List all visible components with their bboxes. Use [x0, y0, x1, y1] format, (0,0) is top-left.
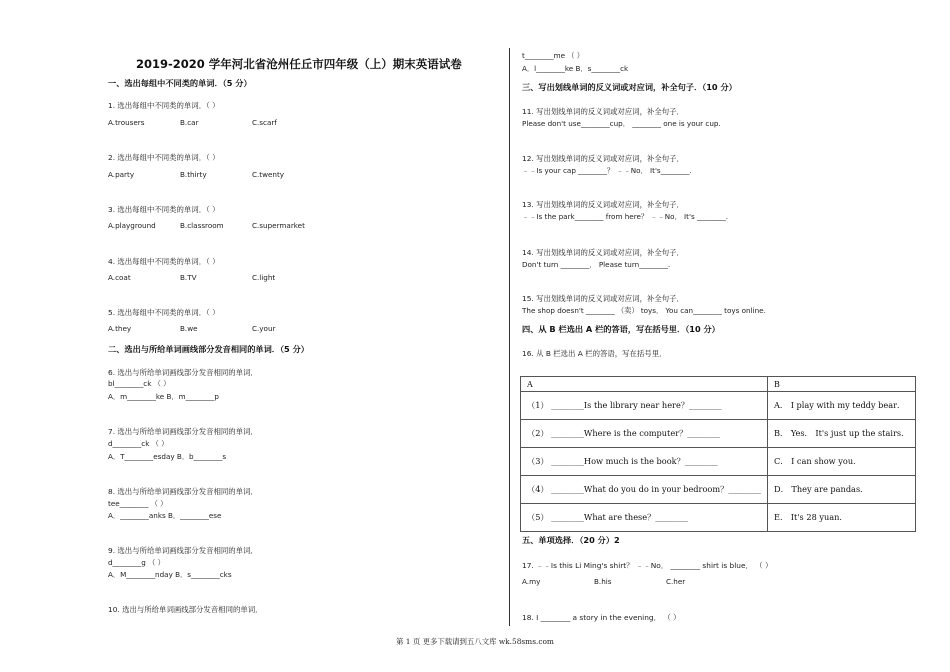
question-8-options: A．________anks B．________ese — [108, 511, 222, 520]
question-18-stem: 18. I ________ a story in the evening． （ ） — [522, 613, 681, 622]
question-4-option-b: B.TV — [180, 273, 197, 282]
table-row — [521, 476, 916, 504]
question-7-options: A．T________esday B．b________s — [108, 452, 227, 461]
column-b-header: B — [768, 377, 916, 392]
question-3-stem: 3. 选出每组中不同类的单词．（ ） — [108, 205, 220, 214]
page-footer: 第 1 页 更多下载请到五八文库 wk.58sms.com — [396, 637, 554, 646]
question-1-option-c: C.scarf — [252, 118, 277, 127]
question-9-word: d________g （ ） — [108, 558, 165, 567]
question-14-sentence: Don't turn ________． Please turn________. — [522, 260, 671, 269]
question-6-stem: 6. 选出与所给单词画线部分发音相同的单词． — [108, 368, 258, 377]
section-5-heading: 五、单项选择．（20 分）2 — [522, 535, 620, 545]
section-4-heading: 四、从 B 栏选出 A 栏的答语，写在括号里．（10 分） — [522, 324, 720, 334]
match-b-4: D． They are pandas． — [768, 476, 916, 504]
table-row — [521, 448, 916, 476]
question-6-options: A．m________ke B．m________p — [108, 392, 219, 401]
question-12-sentence: ﹣﹣Is your cap ________？ ﹣﹣No． It's________. — [522, 166, 692, 175]
match-b-5: E． It's 28 yuan． — [768, 504, 916, 532]
question-1-stem: 1. 选出每组中不同类的单词．（ ） — [108, 101, 220, 110]
match-a-2: （2） ________Where is the computer？________ — [521, 420, 768, 448]
question-17-option-a: A.my — [522, 577, 541, 586]
section-1-heading: 一、选出每组中不同类的单词．（5 分） — [108, 78, 252, 88]
question-16-stem: 16. 从 B 栏选出 A 栏的答语，写在括号里． — [522, 349, 667, 358]
question-4-option-a: A.coat — [108, 273, 131, 282]
question-15-stem: 15. 写出划线单词的反义词或对应词，补全句子． — [522, 294, 684, 303]
question-2-option-b: B.thirty — [180, 170, 207, 179]
question-2-stem: 2. 选出每组中不同类的单词．（ ） — [108, 153, 220, 162]
question-3-option-c: C.supermarket — [252, 221, 305, 230]
matching-table — [520, 376, 916, 532]
question-5-stem: 5. 选出每组中不同类的单词．（ ） — [108, 308, 220, 317]
question-1-option-b: B.car — [180, 118, 199, 127]
table-row — [521, 504, 916, 532]
question-11-stem: 11. 写出划线单词的反义词或对应词，补全句子． — [522, 107, 684, 116]
question-17-option-c: C.her — [666, 577, 686, 586]
section-2-heading: 二、选出与所给单词画线部分发音相同的单词．（5 分） — [108, 344, 309, 354]
question-14-stem: 14. 写出划线单词的反义词或对应词，补全句子． — [522, 248, 684, 257]
question-3-option-b: B.classroom — [180, 221, 224, 230]
match-b-1: A． I play with my teddy bear． — [768, 392, 916, 420]
match-b-3: C． I can show you． — [768, 448, 916, 476]
match-b-2: B． Yes． It's just up the stairs． — [768, 420, 916, 448]
match-a-5: （5） ________What are these？________ — [521, 504, 768, 532]
question-7-word: d________ck （ ） — [108, 439, 169, 448]
matching-table-header — [521, 377, 916, 392]
question-5-option-c: C.your — [252, 324, 276, 333]
question-4-option-c: C.light — [252, 273, 276, 282]
question-17-option-b: B.his — [594, 577, 612, 586]
question-2-option-a: A.party — [108, 170, 135, 179]
question-6-word: bl________ck （ ） — [108, 379, 171, 388]
question-10-options: A．l________ke B．s________ck — [522, 64, 629, 73]
column-divider — [509, 48, 510, 626]
question-3-option-a: A.playground — [108, 221, 156, 230]
question-17-stem: 17. ﹣﹣Is this Li Ming's shirt？ ﹣﹣No． ________ shirt is blue． （ ） — [522, 561, 773, 570]
question-8-word: tee________ （ ） — [108, 499, 168, 508]
exam-title: 2019-2020 学年河北省沧州任丘市四年级（上）期末英语试卷 — [136, 57, 462, 71]
question-13-sentence: ﹣﹣Is the park________ from here？ ﹣﹣No． It's ________. — [522, 212, 729, 221]
question-1-option-a: A.trousers — [108, 118, 145, 127]
question-13-stem: 13. 写出划线单词的反义词或对应词，补全句子． — [522, 200, 684, 209]
question-15-sentence: The shop doesn't ________ （卖） toys． You can________ toys online. — [522, 306, 766, 315]
question-4-stem: 4. 选出每组中不同类的单词．（ ） — [108, 257, 220, 266]
question-2-option-c: C.twenty — [252, 170, 285, 179]
section-3-heading: 三、写出划线单词的反义词或对应词，补全句子．（10 分） — [522, 82, 737, 92]
table-row — [521, 420, 916, 448]
match-a-1: （1） ________Is the library near here？________ — [521, 392, 768, 420]
question-7-stem: 7. 选出与所给单词画线部分发音相同的单词． — [108, 427, 258, 436]
match-a-3: （3） ________How much is the book？________ — [521, 448, 768, 476]
question-9-options: A．M________nday B．s________cks — [108, 570, 232, 579]
question-5-option-a: A.they — [108, 324, 132, 333]
table-row — [521, 392, 916, 420]
question-9-stem: 9. 选出与所给单词画线部分发音相同的单词． — [108, 546, 258, 555]
question-10-stem: 10. 选出与所给单词画线部分发音相同的单词． — [108, 605, 263, 614]
question-5-option-b: B.we — [180, 324, 198, 333]
question-12-stem: 12. 写出划线单词的反义词或对应词，补全句子． — [522, 154, 684, 163]
question-10-word: t________me （ ） — [522, 51, 584, 60]
question-8-stem: 8. 选出与所给单词画线部分发音相同的单词． — [108, 487, 258, 496]
question-11-sentence: Please don't use________cup． ________ one is your cup. — [522, 119, 721, 128]
match-a-4: （4） ________What do you do in your bedroom？________ — [521, 476, 768, 504]
column-a-header: A — [521, 377, 768, 392]
